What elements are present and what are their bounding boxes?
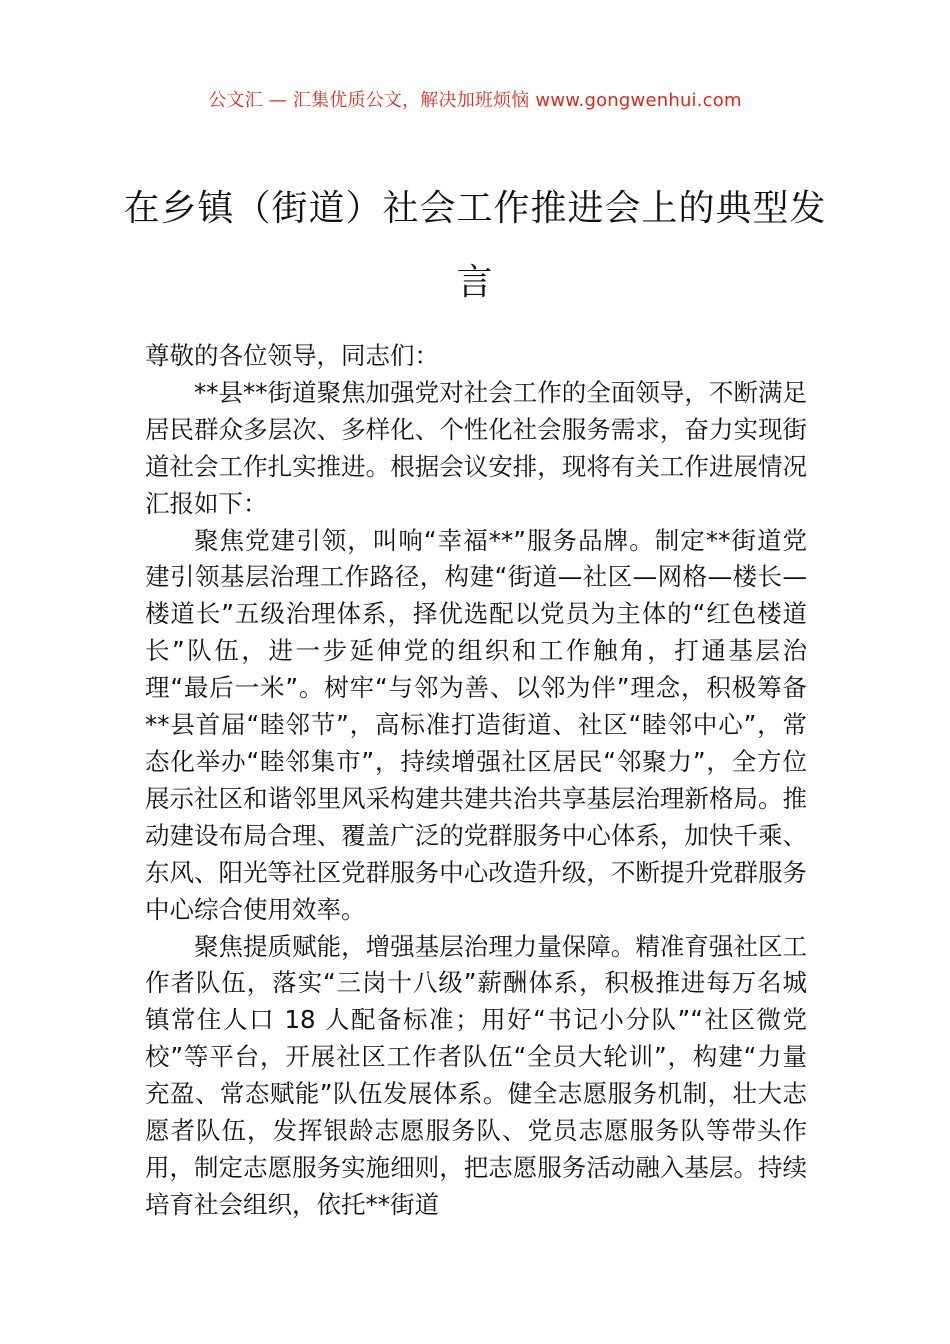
- document-body: [145, 338, 807, 1224]
- paragraph-party-building: 聚焦党建引领，叫响“幸福**”服务品牌。制定**街道党建引领基层治理工作路径，构建“街道—社区—网格—楼长—楼道长”五级治理体系，择优选配以党员为主体的“红色楼道长”队伍，进一步延伸党的组织和工作触角，打通基层治理“最后一米”。树牢“与邻为善、以邻为伴”理念，积极筹备**县首届“睦邻节”，高标准打造街道、社区“睦邻中心”，常态化举办“睦邻集市”，持续增强社区居民“邻聚力”，全方位展示社区和谐邻里风采构建共建共治共享基层治理新格局。推动建设布局合理、覆盖广泛的党群服务中心体系，加快千乘、东风、阳光等社区党群服务中心改造升级，不断提升党群服务中心综合使用效率。: [145, 525, 807, 924]
- paragraph-empowerment: 聚焦提质赋能，增强基层治理力量保障。精准育强社区工作者队伍，落实“三岗十八级”薪酬体系，积极推进每万名城镇常住人口 18 人配备标准；用好“书记小分队”“社区微党校”等平台，开展社区工作者队伍“全员大轮训”，构建“力量充盈、常态赋能”队伍发展体系。健全志愿服务机制，壮大志愿者队伍，发挥银龄志愿服务队、党员志愿服务队等带头作用，制定志愿服务实施细则，把志愿服务活动融入基层。持续培育社会组织，依托**街道: [145, 931, 807, 1219]
- document-title: 在乡镇（街道）社会工作推进会上的典型发言: [123, 188, 827, 303]
- salutation: 尊敬的各位领导，同志们：: [145, 341, 439, 370]
- header-banner: 公文汇 — 汇集优质公文，解决加班烦恼 www.gongwenhui.com: [208, 90, 742, 111]
- paragraph-intro: **县**街道聚焦加强党对社会工作的全面领导，不断满足居民群众多层次、多样化、个性化社会服务需求，奋力实现街道社会工作扎实推进。根据会议安排，现将有关工作进展情况汇报如下：: [145, 377, 807, 518]
